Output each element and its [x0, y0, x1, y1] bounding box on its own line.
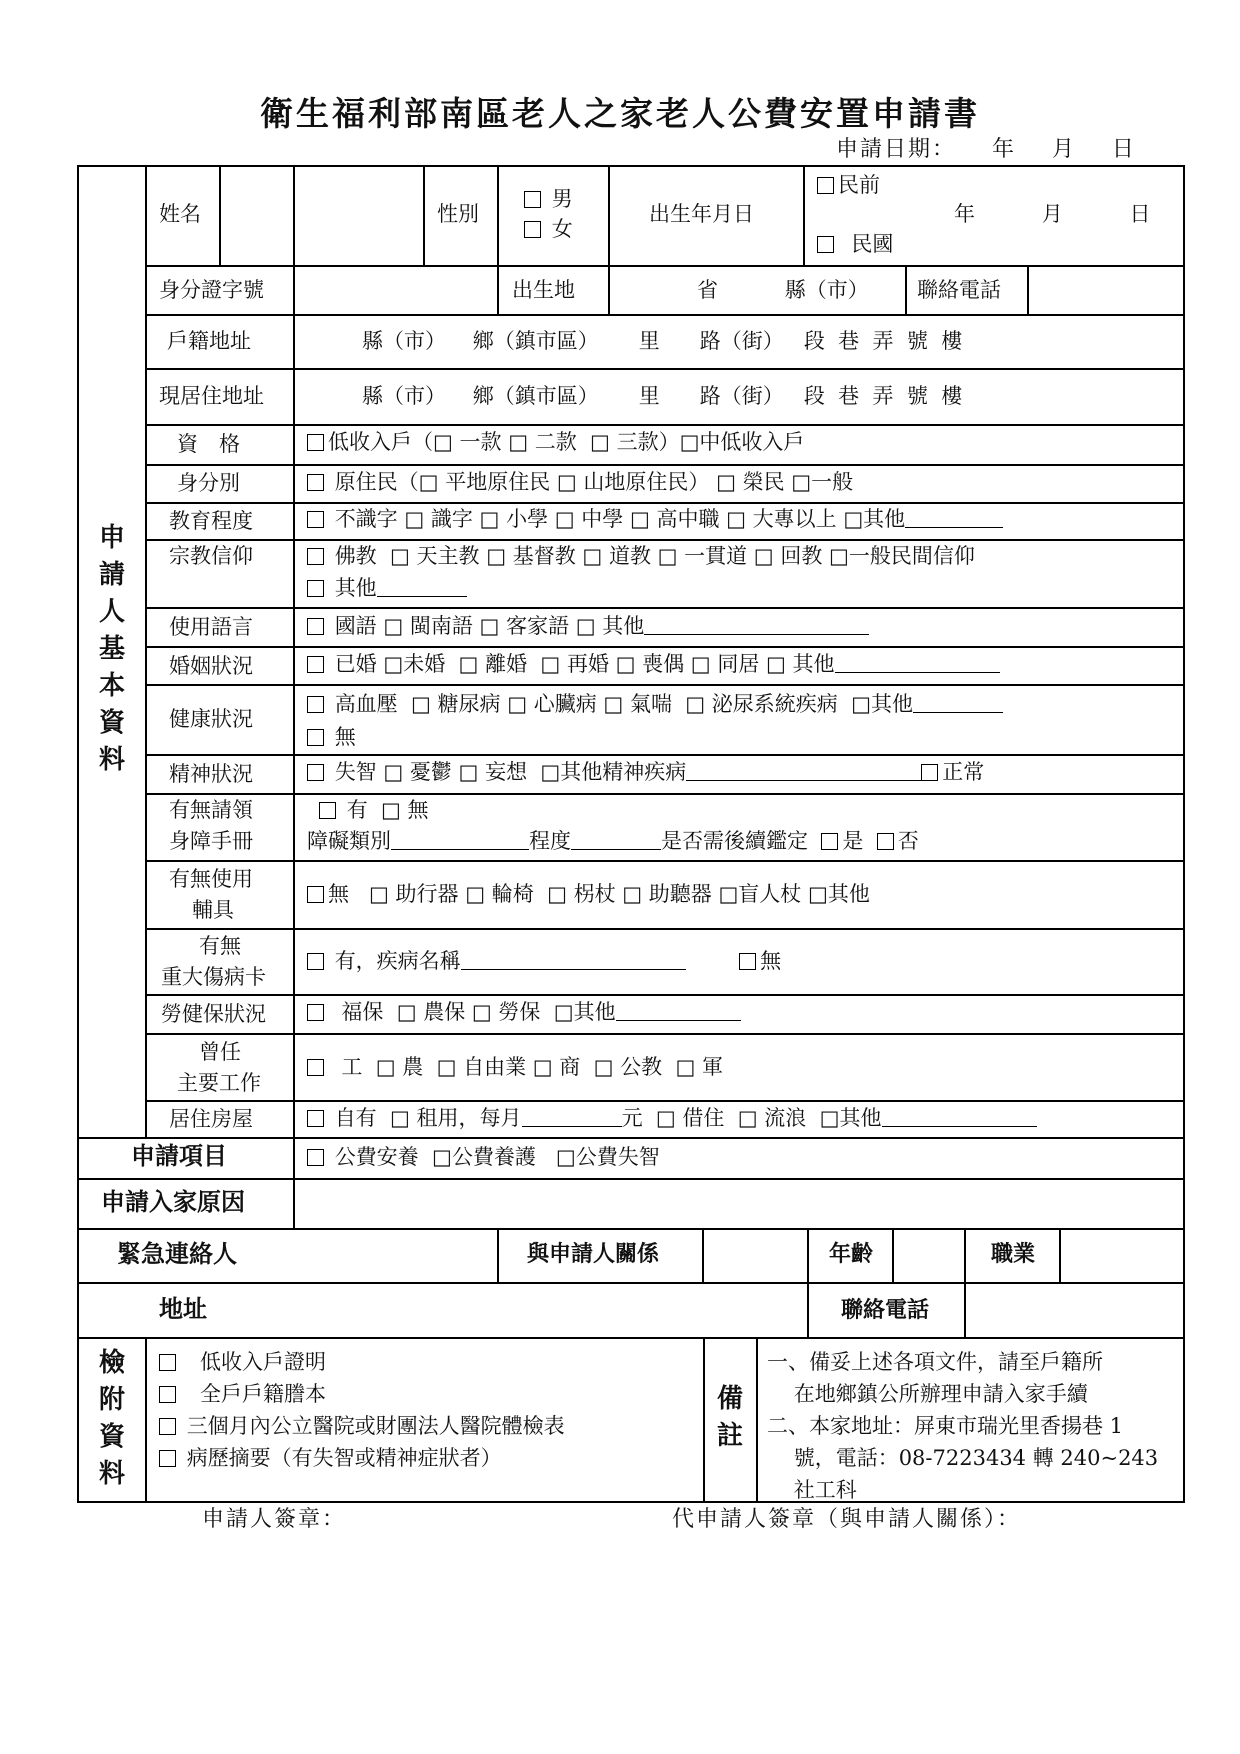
occupation-options[interactable]: 工 □ 農 □ 自由業 □ 商 □ 公教 □ 軍 — [307, 1052, 723, 1082]
contact-address-field[interactable] — [307, 1289, 787, 1329]
mental-options[interactable]: 失智 □ 憂鬱 □ 妄想 □其他精神疾病 正常 — [307, 757, 984, 787]
section-label-basic-info: 申 請 人 基 本 資 料 — [98, 523, 125, 775]
checkbox[interactable] — [877, 833, 894, 850]
agent-signature-label: 代申請人簽章（與申請人關係）： — [672, 1507, 1022, 1532]
qualification-options[interactable]: 低收入戶（□ 一款 □ 二款 □ 三款）□中低收入戶 — [307, 427, 804, 457]
apply-items-options[interactable]: 公費安養 □公費養護 □公費失智 — [307, 1142, 660, 1172]
checkbox[interactable] — [307, 696, 324, 713]
application-form — [77, 165, 1185, 1503]
checkbox[interactable] — [307, 656, 324, 673]
remarks-line: 一、備妥上述各項文件，請至戶籍所 — [767, 1350, 1103, 1374]
attachment-item[interactable]: 病歷摘要（有失智或精神症狀者） — [159, 1443, 502, 1473]
contact-address-label: 地址 — [159, 1294, 207, 1323]
birth-minqian-option[interactable]: 民前 — [817, 170, 880, 200]
checkbox[interactable] — [307, 1110, 324, 1127]
remarks-line: 在地鄉鎮公所辦理申請入家手續 — [767, 1382, 1088, 1406]
age-label: 年齡 — [829, 1241, 874, 1267]
reason-field[interactable] — [307, 1187, 1167, 1223]
checkbox[interactable] — [821, 833, 838, 850]
emergency-contact-label: 緊急連絡人 — [117, 1239, 237, 1268]
residence-address-format: 縣（市） 鄉（鎮市區） 里 路（街） 段 巷 弄 號 樓 — [362, 384, 963, 408]
insurance-options[interactable]: 福保 □ 農保 □ 勞保 □其他 — [307, 997, 741, 1027]
mental-label: 精神狀況 — [169, 762, 253, 786]
birth-date-label: 出生年月日 — [649, 202, 754, 226]
attachment-item[interactable]: 三個月內公立醫院或財團法人醫院體檢表 — [159, 1411, 565, 1441]
phone-label: 聯絡電話 — [917, 278, 1001, 302]
housing-options[interactable]: 自有 □ 租用，每月 元 □ 借住 □ 流浪 □其他 — [307, 1103, 1037, 1133]
checkbox[interactable] — [307, 1004, 324, 1021]
checkbox[interactable] — [739, 953, 756, 970]
checkbox[interactable] — [159, 1450, 176, 1467]
attachment-item[interactable]: 全戶戶籍謄本 — [159, 1379, 326, 1409]
health-none[interactable]: 無 — [307, 722, 356, 752]
housing-label: 居住房屋 — [169, 1107, 253, 1131]
checkbox[interactable] — [307, 618, 324, 635]
insurance-label: 勞健保狀況 — [161, 1002, 266, 1026]
health-options[interactable]: 高血壓 □ 糖尿病 □ 心臟病 □ 氣喘 □ 泌尿系統疾病 □其他 — [307, 689, 1003, 719]
checkbox[interactable] — [319, 802, 336, 819]
birthplace-label: 出生地 — [512, 278, 575, 302]
job-label: 職業 — [991, 1241, 1036, 1267]
checkbox[interactable] — [307, 764, 324, 781]
checkbox[interactable] — [817, 236, 834, 253]
attachments-label: 檢 附 資 料 — [98, 1348, 125, 1489]
religion-options[interactable]: 佛教 □ 天主教 □ 基督教 □ 道教 □ 一貫道 □ 回教 □一般民間信仰 — [307, 541, 975, 571]
sex-label: 性別 — [437, 202, 479, 226]
major-illness-label-1: 有無 — [199, 934, 241, 958]
attachment-item[interactable]: 低收入戶證明 — [159, 1347, 326, 1377]
marital-options[interactable]: 已婚 □未婚 □ 離婚 □ 再婚 □ 喪偶 □ 同居 □ 其他 — [307, 649, 1000, 679]
checkbox[interactable] — [921, 764, 938, 781]
language-label: 使用語言 — [169, 615, 253, 639]
birth-minguo-option[interactable]: 民國 — [817, 229, 893, 259]
occupation-label-1: 曾任 — [199, 1040, 241, 1064]
major-illness-label-2: 重大傷病卡 — [161, 965, 266, 989]
form-title: 衛生福利部南區老人之家老人公費安置申請書 — [260, 94, 980, 133]
disability-details[interactable]: 障礙類別 程度 是否需後續鑑定 是 否 — [307, 829, 919, 853]
checkbox[interactable] — [307, 886, 324, 903]
checkbox[interactable] — [307, 434, 324, 451]
checkbox[interactable] — [307, 953, 324, 970]
divider — [293, 167, 295, 1228]
checkbox[interactable] — [307, 1059, 324, 1076]
religion-label: 宗教信仰 — [169, 544, 253, 568]
reason-label: 申請入家原因 — [101, 1187, 245, 1216]
qualification-label: 資 格 — [177, 432, 240, 456]
remarks-label: 備 註 — [716, 1384, 743, 1451]
language-options[interactable]: 國語 □ 閩南語 □ 客家語 □ 其他 — [307, 611, 869, 641]
household-address-label: 戶籍地址 — [167, 329, 251, 353]
identity-options[interactable]: 原住民（□ 平地原住民 □ 山地原住民） □ 榮民 □一般 — [307, 467, 853, 497]
occupation-label-2: 主要工作 — [177, 1071, 261, 1095]
household-address-format: 縣（市） 鄉（鎮市區） 里 路（街） 段 巷 弄 號 樓 — [362, 329, 963, 353]
divider — [145, 167, 147, 1137]
disability-label-1: 有無請領 — [169, 798, 253, 822]
birthplace-format: 省 縣（市） — [697, 278, 869, 302]
id-number-label: 身分證字號 — [159, 278, 264, 302]
contact-phone-label: 聯絡電話 — [841, 1297, 930, 1323]
aids-options[interactable]: 無 □ 助行器 □ 輪椅 □ 柺杖 □ 助聽器 □盲人杖 □其他 — [307, 879, 870, 909]
sex-female-option[interactable]: 女 — [524, 214, 573, 244]
checkbox[interactable] — [159, 1386, 176, 1403]
education-options[interactable]: 不識字 □ 識字 □ 小學 □ 中學 □ 高中職 □ 大專以上 □其他 — [307, 504, 1003, 534]
religion-other[interactable]: 其他 — [307, 573, 467, 603]
name-label: 姓名 — [159, 202, 201, 226]
checkbox[interactable] — [307, 729, 324, 746]
major-illness-options[interactable]: 有，疾病名稱 無 — [307, 946, 781, 976]
aids-label-1: 有無使用 — [169, 867, 253, 891]
checkbox[interactable] — [307, 580, 324, 597]
checkbox[interactable] — [817, 177, 834, 194]
checkbox[interactable] — [524, 191, 541, 208]
checkbox[interactable] — [307, 474, 324, 491]
education-label: 教育程度 — [169, 509, 253, 533]
sex-male-option[interactable]: 男 — [524, 184, 573, 214]
remarks-line: 號，電話：08-7223434 轉 240~243 — [767, 1446, 1159, 1470]
residence-address-label: 現居住地址 — [159, 384, 264, 408]
application-date: 申請日期： 年 月 日 — [836, 137, 1136, 162]
checkbox[interactable] — [307, 1149, 324, 1166]
checkbox[interactable] — [159, 1418, 176, 1435]
remarks-line: 社工科 — [767, 1478, 857, 1502]
checkbox[interactable] — [159, 1354, 176, 1371]
apply-items-label: 申請項目 — [131, 1141, 227, 1170]
marital-label: 婚姻狀況 — [169, 654, 253, 678]
disability-options[interactable]: 有 □ 無 — [319, 795, 429, 825]
aids-label-2: 輔具 — [192, 898, 234, 922]
disability-label-2: 身障手冊 — [169, 829, 253, 853]
relation-label: 與申請人關係 — [527, 1241, 660, 1267]
health-label: 健康狀況 — [169, 707, 253, 731]
emergency-contact-field[interactable] — [307, 1235, 487, 1275]
checkbox[interactable] — [524, 221, 541, 238]
identity-label: 身分別 — [177, 471, 240, 495]
applicant-signature-label: 申請人簽章： — [202, 1507, 347, 1532]
checkbox[interactable] — [307, 511, 324, 528]
birth-ymd: 年 月 日 — [954, 202, 1151, 226]
checkbox[interactable] — [307, 548, 324, 565]
remarks-line: 二、本家地址：屏東市瑞光里香揚巷 1 — [767, 1414, 1124, 1438]
